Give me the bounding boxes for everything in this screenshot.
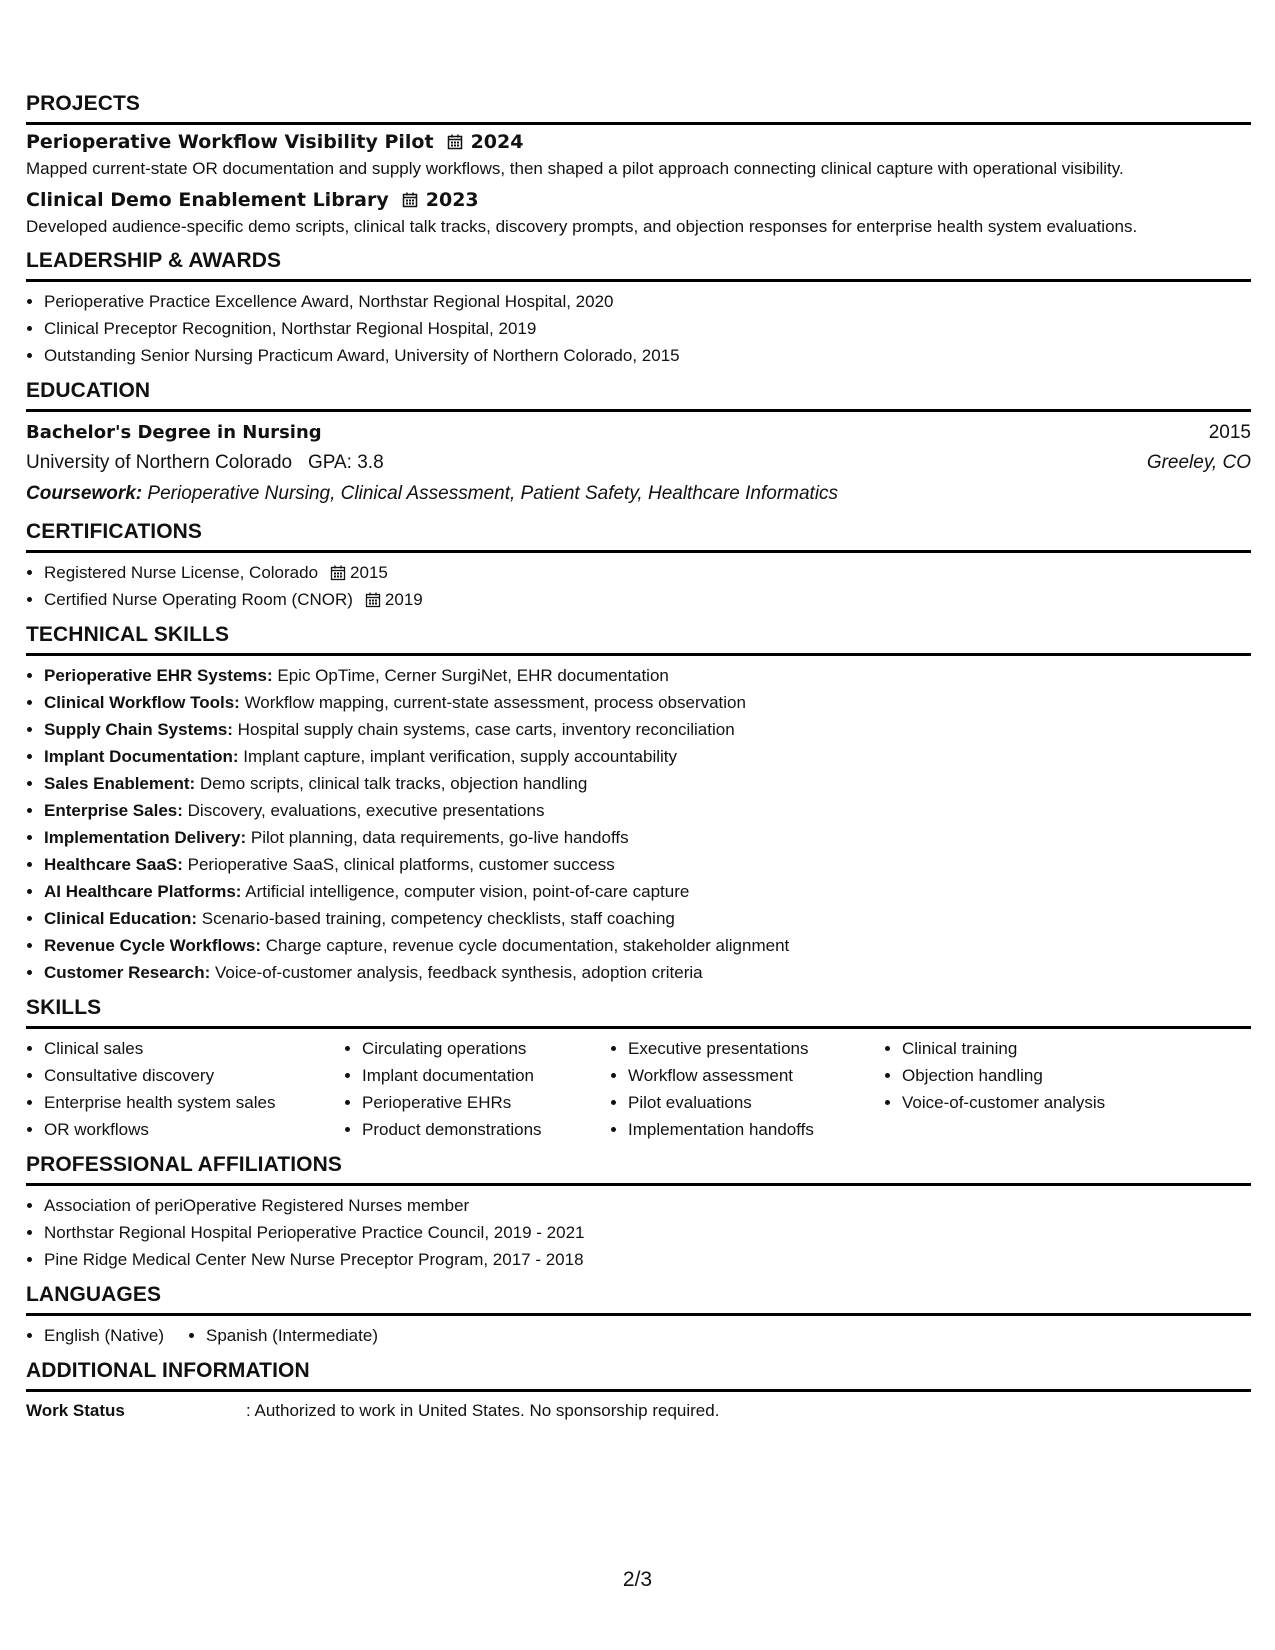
skill-category: Supply Chain Systems: <box>44 720 233 739</box>
project-description: Mapped current-state OR documentation and supply workflows, then shaped a pilot approach connecting clinical capture with operational visibility. <box>26 159 1124 178</box>
education-section <box>26 379 1251 510</box>
project-year: 2023 <box>425 189 479 211</box>
school-location: Greeley, CO <box>1146 452 1251 473</box>
calendar-icon <box>330 565 346 581</box>
affiliation-item: • Association of periOperative Registered Nurses member <box>44 1192 1251 1219</box>
skill-item: • Clinical sales <box>44 1035 344 1062</box>
technical-skill-item <box>44 959 1251 986</box>
technical-skills-list <box>26 662 1251 986</box>
technical-skills-section <box>26 623 1251 986</box>
technical-skill-item <box>44 905 1251 932</box>
skills-section <box>26 996 1251 1143</box>
skill-detail: Scenario-based training, competency checklists, staff coaching <box>201 909 675 928</box>
skills-column <box>610 1035 884 1143</box>
award-item: • Outstanding Senior Nursing Practicum Award, University of Northern Colorado, 2015 <box>44 342 1251 369</box>
coursework-list: Perioperative Nursing, Clinical Assessment, Patient Safety, Healthcare Informatics <box>147 483 839 504</box>
technical-skill-item <box>44 797 1251 824</box>
project-year: 2024 <box>470 131 524 153</box>
technical-skills-heading: TECHNICAL SKILLS <box>26 623 1251 656</box>
technical-skill-item <box>44 851 1251 878</box>
calendar-icon <box>365 592 381 608</box>
graduation-year: 2015 <box>1208 422 1251 443</box>
school-name: University of Northern Colorado <box>26 452 293 473</box>
certification-item <box>44 586 1251 613</box>
skill-category: Clinical Workflow Tools: <box>44 693 240 712</box>
skill-category: Enterprise Sales: <box>44 801 183 820</box>
certifications-section <box>26 520 1251 613</box>
skill-item: • Implementation handoffs <box>628 1116 884 1143</box>
skill-detail: Pilot planning, data requirements, go-live handoffs <box>250 828 629 847</box>
project-item <box>26 131 1251 181</box>
award-item: • Clinical Preceptor Recognition, Northstar Regional Hospital, 2019 <box>44 315 1251 342</box>
certification-year: 2019 <box>384 590 423 609</box>
certification-name: • Registered Nurse License, Colorado <box>44 563 319 582</box>
affiliation-item: • Northstar Regional Hospital Perioperative Practice Council, 2019 - 2021 <box>44 1219 1251 1246</box>
skill-item: • Objection handling <box>902 1062 1182 1089</box>
certifications-list <box>26 559 1251 613</box>
calendar-icon <box>402 192 418 208</box>
certification-year: 2015 <box>350 563 388 582</box>
skill-category: Implant Documentation: <box>44 747 239 766</box>
skill-category: Perioperative EHR Systems: <box>44 666 273 685</box>
skill-detail: Implant capture, implant verification, supply accountability <box>243 747 678 766</box>
language-item: • Spanish (Intermediate) <box>206 1322 378 1349</box>
skill-detail: Perioperative SaaS, clinical platforms, customer success <box>187 855 615 874</box>
skills-column <box>344 1035 610 1143</box>
skill-detail: Artificial intelligence, computer vision, point-of-care capture <box>245 882 690 901</box>
awards-list <box>26 288 1251 369</box>
languages-section <box>26 1283 1251 1349</box>
skills-grid <box>26 1035 1251 1143</box>
skill-item: • Clinical training <box>902 1035 1182 1062</box>
skill-item: • Consultative discovery <box>44 1062 344 1089</box>
skill-detail: Hospital supply chain systems, case carts, inventory reconciliation <box>237 720 735 739</box>
skills-heading: SKILLS <box>26 996 1251 1029</box>
education-heading: EDUCATION <box>26 379 1251 412</box>
coursework <box>26 478 1251 510</box>
degree-name: Bachelor's Degree in Nursing <box>26 422 322 443</box>
page-number: 2/3 <box>622 1568 653 1591</box>
skill-item: • Executive presentations <box>628 1035 884 1062</box>
skill-category: Revenue Cycle Workflows: <box>44 936 261 955</box>
affiliations-list <box>26 1192 1251 1273</box>
languages-heading: LANGUAGES <box>26 1283 1251 1316</box>
technical-skill-item <box>44 878 1251 905</box>
skill-category: Healthcare SaaS: <box>44 855 183 874</box>
certification-name: • Certified Nurse Operating Room (CNOR) <box>44 590 353 609</box>
skill-detail: Demo scripts, clinical talk tracks, objection handling <box>199 774 588 793</box>
work-status-value: : Authorized to work in United States. No sponsorship required. <box>246 1401 720 1420</box>
skill-item: • Product demonstrations <box>362 1116 610 1143</box>
project-name: Clinical Demo Enablement Library <box>26 189 389 211</box>
skill-category: AI Healthcare Platforms: <box>44 882 242 901</box>
resume-content <box>26 92 1251 1434</box>
additional-info-heading: ADDITIONAL INFORMATION <box>26 1359 1251 1392</box>
skills-column <box>26 1035 344 1143</box>
technical-skill-item <box>44 662 1251 689</box>
technical-skill-item <box>44 932 1251 959</box>
language-item: • English (Native) <box>44 1322 164 1349</box>
award-item: • Perioperative Practice Excellence Award, Northstar Regional Hospital, 2020 <box>44 288 1251 315</box>
skill-detail: Workflow mapping, current-state assessment, process observation <box>244 693 746 712</box>
work-status-row <box>26 1398 1251 1424</box>
technical-skill-item <box>44 689 1251 716</box>
projects-section <box>26 92 1251 239</box>
skill-detail: Charge capture, revenue cycle documentation, stakeholder alignment <box>265 936 790 955</box>
skill-item: • OR workflows <box>44 1116 344 1143</box>
skill-item: • Enterprise health system sales <box>44 1089 344 1116</box>
additional-info-section <box>26 1359 1251 1424</box>
skill-detail: Discovery, evaluations, executive presentations <box>187 801 545 820</box>
skill-detail: Epic OpTime, Cerner SurgiNet, EHR documentation <box>277 666 669 685</box>
skill-detail: Voice-of-customer analysis, feedback synthesis, adoption criteria <box>215 963 703 982</box>
skill-item: • Pilot evaluations <box>628 1089 884 1116</box>
skill-category: Customer Research: <box>44 963 211 982</box>
leadership-section <box>26 249 1251 369</box>
skill-category: Sales Enablement: <box>44 774 196 793</box>
calendar-icon <box>447 134 463 150</box>
skill-category: Clinical Education: <box>44 909 198 928</box>
technical-skill-item <box>44 743 1251 770</box>
technical-skill-item <box>44 770 1251 797</box>
work-status-label: Work Status <box>26 1401 125 1420</box>
project-description: Developed audience-specific demo scripts, clinical talk tracks, discovery prompts, and objection responses for enterprise health system evaluations. <box>26 217 1138 236</box>
affiliations-section <box>26 1153 1251 1273</box>
skill-item: • Workflow assessment <box>628 1062 884 1089</box>
project-item <box>26 189 1251 239</box>
projects-heading: PROJECTS <box>26 92 1251 125</box>
languages-list <box>26 1322 1251 1349</box>
certifications-heading: CERTIFICATIONS <box>26 520 1251 553</box>
skill-item: • Perioperative EHRs <box>362 1089 610 1116</box>
affiliation-item: • Pine Ridge Medical Center New Nurse Preceptor Program, 2017 - 2018 <box>44 1246 1251 1273</box>
leadership-heading: LEADERSHIP & AWARDS <box>26 249 1251 282</box>
affiliations-heading: PROFESSIONAL AFFILIATIONS <box>26 1153 1251 1186</box>
skill-item: • Circulating operations <box>362 1035 610 1062</box>
certification-item <box>44 559 1251 586</box>
skill-item: • Voice-of-customer analysis <box>902 1089 1182 1116</box>
skill-category: Implementation Delivery: <box>44 828 247 847</box>
coursework-label: Coursework: <box>26 483 143 504</box>
skills-column <box>884 1035 1182 1143</box>
project-name: Perioperative Workflow Visibility Pilot <box>26 131 434 153</box>
technical-skill-item <box>44 716 1251 743</box>
gpa: GPA: 3.8 <box>307 452 384 473</box>
technical-skill-item <box>44 824 1251 851</box>
skill-item: • Implant documentation <box>362 1062 610 1089</box>
